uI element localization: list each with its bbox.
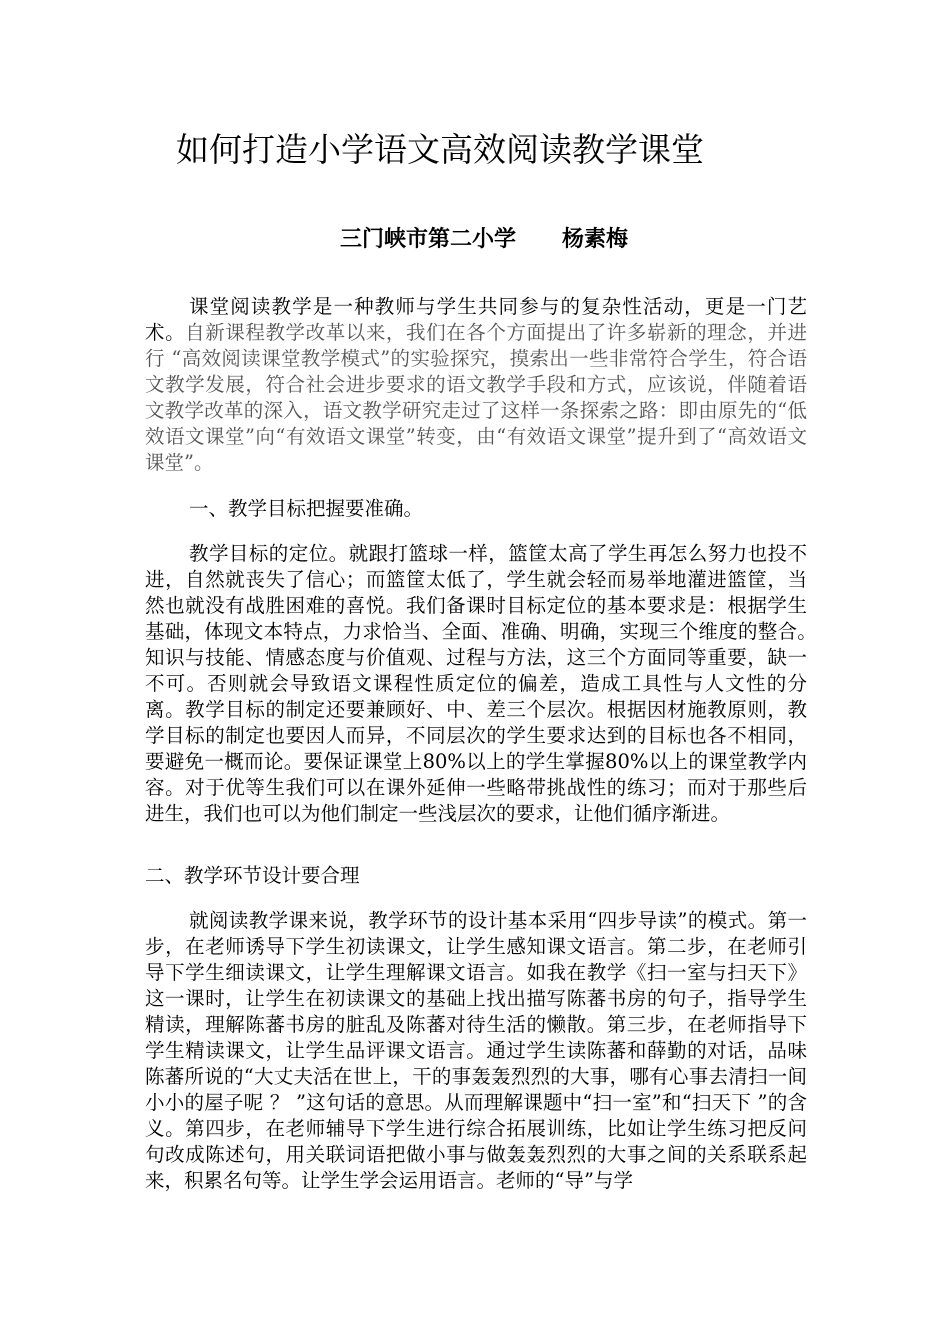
byline xyxy=(340,224,628,254)
document-title: 如何打造小学语文高效阅读教学课堂 xyxy=(176,130,704,169)
intro-paragraph xyxy=(145,294,807,476)
section-2-paragraph: 就阅读教学课来说，教学环节的设计基本采用“四步导读”的模式。第一步，在老师诱导下学生初读课文，让学生感知课文语言。第二步，在老师引导下学生细读课文，让学生理解课文语言。如我在教学《扫一室与扫天下》这一课时，让学生在初读课文的基础上找出描写陈蕃书房的句子，指导学生精读，理解陈蕃书房的脏乱及陈蕃对待生活的懒散。第三步，在老师指导下学生精读课文，让学生品评课文语言。通过学生读陈蕃和薛勤的对话，品味陈蕃所说的“大丈夫活在世上，干的事轰轰烈烈的大事，哪有心事去清扫一间小小的屋子呢 ？ ”这句话的意思。从而理解课题中“扫一室”和“扫天下 ”的含义。第四步，在老师辅导下学生进行综合拓展训练，比如让学生练习把反问句改成陈述句，用关联词语把做小事与做轰轰烈烈的大事之间的关系联系起来，积累名句等。让学生学会运用语言。老师的“导”与学 xyxy=(145,909,807,1192)
section-heading-1: 一、教学目标把握要准确。 xyxy=(189,497,424,520)
intro-first-sentence: 课堂阅读教学是一种教师与学生共同参与的复杂性活动，更是一门艺术。 xyxy=(145,295,807,344)
school-name: 三门峡市第二小学 xyxy=(340,226,517,252)
intro-rest-text: 自新课程教学改革以来，我们在各个方面提出了许多崭新的理念，并进行 “高效阅读课堂教学模式”的实验探究，摸索出一些非常符合学生，符合语文教学发展，符合社会进步要求的语文教学手段和方式，应该说，伴随着语文教学改革的深入，语文教学研究走过了这样一条探索之路：即由原先的“低效语文课堂”向“有效语文课堂”转变，由“有效语文课堂”提升到了“高效语文课堂”。 xyxy=(145,321,807,474)
section-1-paragraph: 教学目标的定位。就跟打篮球一样，篮筐太高了学生再怎么努力也投不进，自然就丧失了信心；而篮筐太低了，学生就会轻而易举地灌进篮筐，当然也就没有战胜困难的喜悦。我们备课时目标定位的基本要求是：根据学生基础，体现文本特点，力求恰当、全面、准确、明确，实现三个维度的整合。 知识与技能、情感态度与价值观、过程与方法，这三个方面同等重要，缺一不可。否则就会导致语文课程性质定位的偏差，造成工具性与人文性的分离。教学目标的制定还要兼顾好、中、差三个层次。根据因材施教原则，教学目标的制定也要因人而异，不同层次的学生要求达到的目标也各不相同，要避免一概而论。要保证课堂上80%以上的学生掌握80%以上的课堂教学内容。对于优等生我们可以在课外延伸一些略带挑战性的练习；而对于那些后进生，我们也可以为他们制定一些浅层次的要求，让他们循序渐进。 xyxy=(145,542,853,825)
section-heading-2: 二、教学环节设计要合理 xyxy=(145,864,360,887)
author-name: 杨素梅 xyxy=(562,226,629,252)
